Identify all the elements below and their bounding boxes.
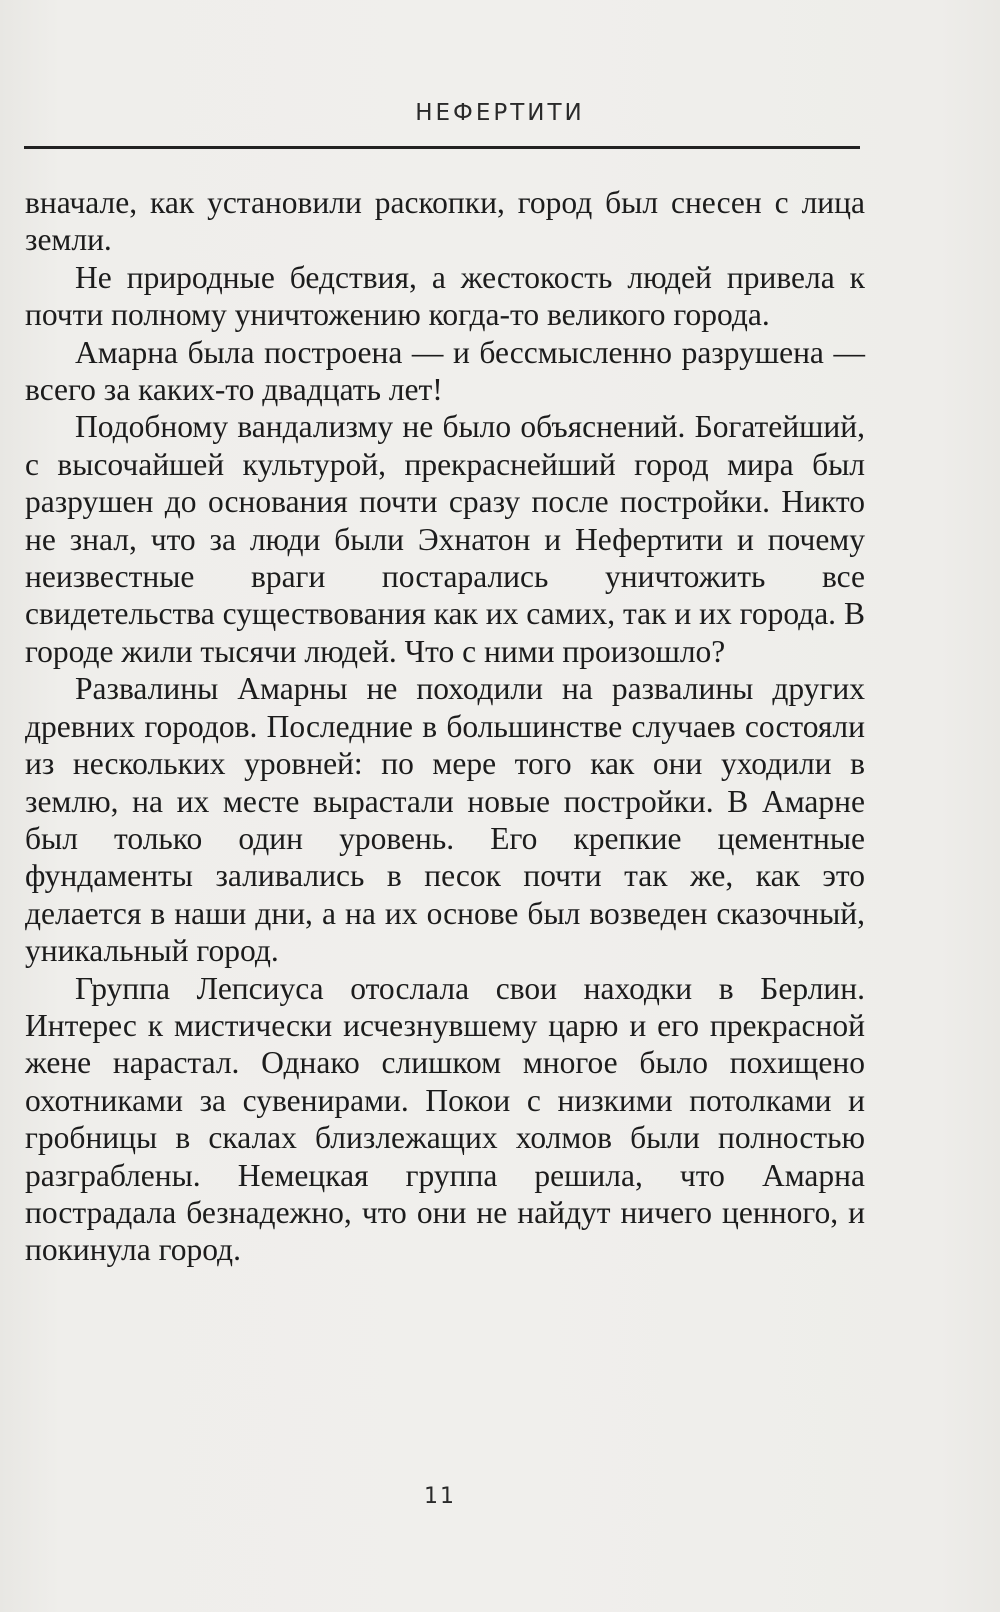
paragraph: Развалины Амарны не походили на развалины других древних городов. Последние в большинстве случаев состояли из нескольких уровней: по мере того как они уходили в землю, на их месте вырастали новые постройки. В Амарне был только один уровень. Его крепкие цементные фундаменты заливались в песок почти так же, как это делается в наши дни, а на их основе был возведен сказочный, уникальный город. xyxy=(25,671,865,969)
paragraph: Амарна была построена — и бессмысленно разрушена — всего за каких-то двадцать лет! xyxy=(25,334,865,408)
paragraph: Группа Лепсиуса отослала свои находки в Берлин. Интерес к мистически исчезнувшему царю и его прекрасной жене нарастал. Однако слишком многое было похищено охотниками за сувенирами. Покои с низкими потолками и гробницы в скалах близлежащих холмов были полностью разграблены. Немецкая группа решила, что Амарна пострадала безнадежно, что они не найдут ничего ценного, и покинула город. xyxy=(25,970,865,1268)
running-head-title: НЕФЕРТИТИ xyxy=(415,100,585,126)
paragraph: Подобному вандализму не было объяснений. Богатейший, с высочайшей культурой, прекраснейший город мира был разрушен до основания почти сразу после постройки. Никто не знал, что за люди были Эхнатон и Нефертити и почему неизвестные враги постарались уничтожить все свидетельства существования как их самих, так и их города. В городе жили тысячи людей. Что с ними произошло? xyxy=(25,409,865,669)
paragraph: Не природные бедствия, а жестокость людей привела к почти полному уничтожению когда-то великого города. xyxy=(25,259,865,333)
page-number: 11 xyxy=(424,1484,456,1509)
paragraph: вначале, как установили раскопки, город был снесен с лица земли. xyxy=(25,185,865,258)
header-rule xyxy=(24,146,860,149)
body-text xyxy=(25,184,865,1269)
